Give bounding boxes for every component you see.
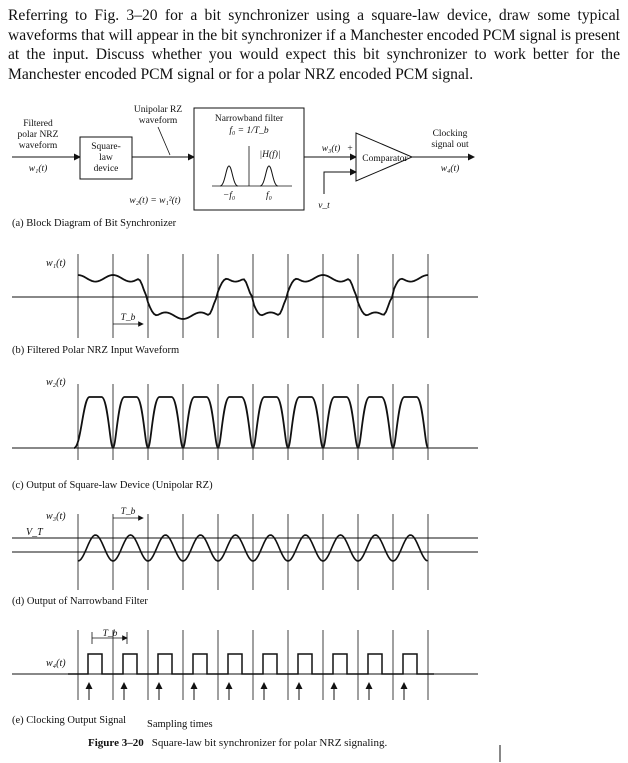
- unipolar-label-2: waveform: [138, 116, 178, 126]
- block-diagram: [12, 105, 474, 211]
- filtered-label-1: Filtered: [23, 119, 53, 129]
- caption-d: (d) Output of Narrowband Filter: [12, 596, 148, 607]
- unipolar-label-1: Unipolar RZ: [133, 105, 183, 115]
- panel-b-label: w₁(t): [46, 258, 66, 269]
- panel-c-waveform: [74, 397, 428, 448]
- caption-a: (a) Block Diagram of Bit Synchronizer: [12, 218, 177, 229]
- square-law-label-3: device: [93, 164, 119, 174]
- square-law-label-2: law: [99, 153, 113, 163]
- figure-number: Figure 3–20: [88, 737, 144, 749]
- w4-label: w₄(t): [440, 164, 460, 174]
- filtered-label-2: polar NRZ: [17, 130, 59, 140]
- sampling-times-label: Sampling times: [147, 719, 213, 730]
- nb-filter-label: Narrowband filter: [214, 114, 284, 124]
- w2-equation: w₂(t) = w₁²(t): [129, 196, 181, 206]
- figure-caption: [88, 737, 387, 749]
- comparator-label: Comparator: [362, 154, 408, 164]
- panel-c: [12, 377, 478, 491]
- w1-label: w₁(t): [28, 164, 48, 174]
- caption-b: (b) Filtered Polar NRZ Input Waveform: [12, 345, 180, 356]
- panel-b: [12, 258, 478, 356]
- problem-statement: Referring to Fig. 3–20 for a bit synchronizer using a square-law device, draw some typical waveforms that will appear in the bit synchronizer if a Manchester encoded PCM signal is present at the input. Discuss whether you would expect this bit synchronizer to work better for the Manchester encoded PCM signal or for a polar NRZ encoded PCM signal.: [8, 7, 620, 83]
- panel-d-vt: V_T: [26, 527, 43, 538]
- panel-c-label: w₂(t): [46, 377, 66, 388]
- filtered-label-3: waveform: [18, 141, 58, 151]
- panel-d-label: w₃(t): [46, 511, 66, 522]
- hf-label: |H(f)|: [259, 150, 281, 160]
- panel-e-label: w₄(t): [46, 658, 66, 669]
- panel-d: [12, 507, 478, 607]
- panel-b-tb: T_b: [120, 313, 136, 323]
- panel-e-tb: T_b: [102, 629, 118, 639]
- plus-sign: +: [347, 144, 353, 154]
- panel-e-waveform: [68, 654, 434, 674]
- clocking-label-1: Clocking: [432, 129, 468, 139]
- panel-e: [12, 629, 478, 730]
- minus-sign: −: [347, 168, 353, 178]
- panel-d-tb: T_b: [120, 507, 136, 517]
- clocking-label-2: signal out: [431, 140, 469, 150]
- nb-filter-f0: f₀ = 1/T_b: [229, 126, 269, 136]
- neg-f0-label: −f₀: [222, 191, 236, 201]
- pos-f0-label: f₀: [266, 191, 272, 201]
- square-law-label-1: Square-: [91, 142, 121, 152]
- caption-c: (c) Output of Square-law Device (Unipolar RZ): [12, 480, 213, 491]
- w3-label: w₃(t): [321, 144, 341, 154]
- sampling-arrows: [89, 683, 404, 700]
- unipolar-pointer: [158, 127, 170, 155]
- figure-title: Square-law bit synchronizer for polar NRZ signaling.: [151, 737, 388, 749]
- caption-e: (e) Clocking Output Signal: [12, 715, 127, 726]
- vt-label: v_t: [318, 201, 330, 211]
